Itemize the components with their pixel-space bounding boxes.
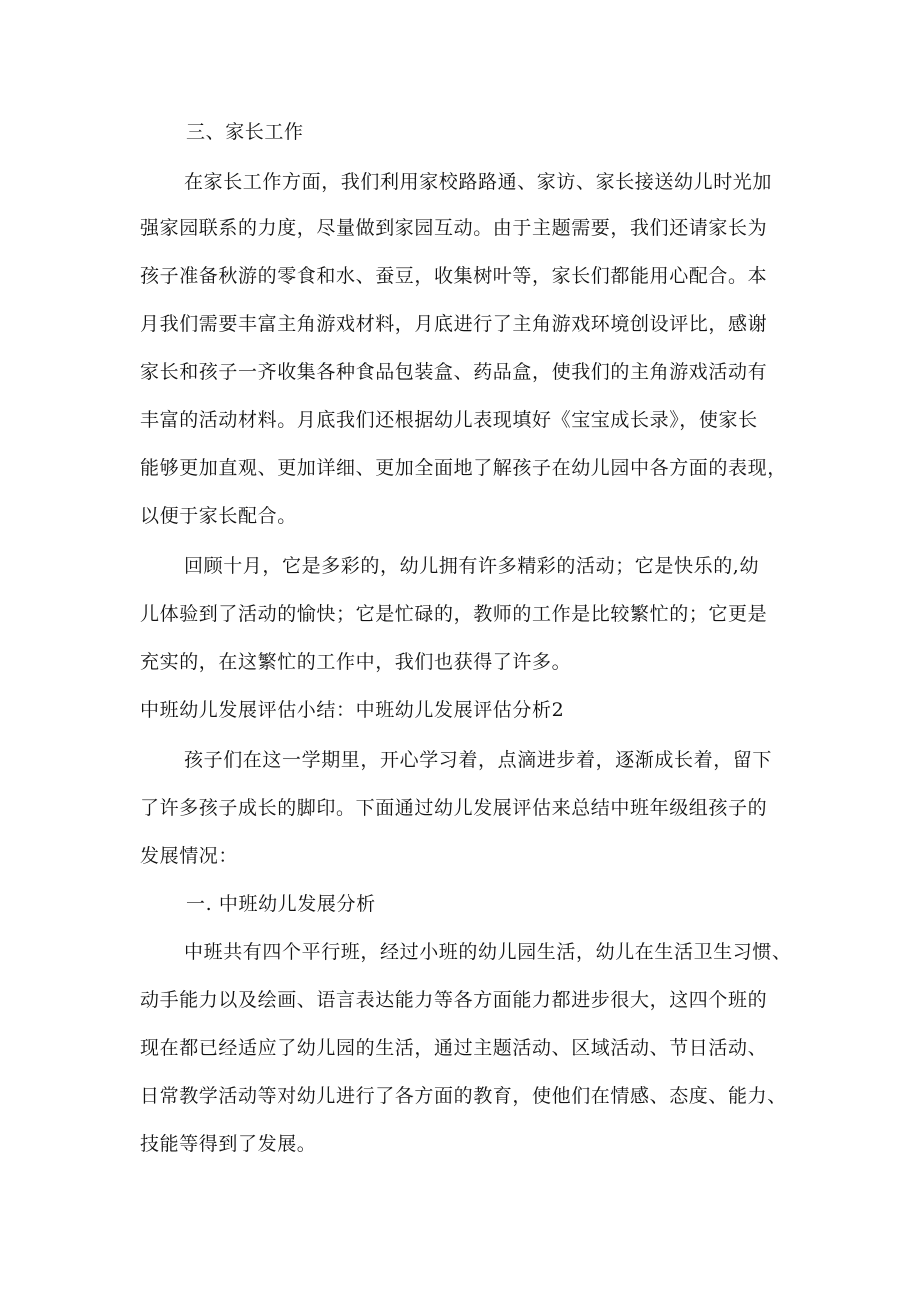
- paragraph-line: 日常教学活动等对幼儿进行了各方面的教育，使他们在情感、态度、能力、: [140, 1085, 787, 1107]
- paragraph-line: 孩子们在这一学期里，开心学习着，点滴进步着，逐渐成长着，留下: [184, 749, 773, 771]
- paragraph-line: 了许多孩子成长的脚印。下面通过幼儿发展评估来总结中班年级组孩子的: [140, 797, 768, 819]
- paragraph-line: 技能等得到了发展。: [140, 1133, 317, 1155]
- article-title: 中班幼儿发展评估小结：中班幼儿发展评估分析2: [140, 699, 565, 721]
- paragraph-line: 发展情况：: [140, 845, 239, 867]
- sub-heading: 一. 中班幼儿发展分析: [186, 893, 376, 915]
- paragraph-line: 回顾十月，它是多彩的，幼儿拥有许多精彩的活动；它是快乐的,幼: [184, 555, 760, 577]
- paragraph-line: 儿体验到了活动的愉快；它是忙碌的，教师的工作是比较繁忙的；它更是: [140, 603, 768, 625]
- paragraph-line: 现在都已经适应了幼儿园的生活，通过主题活动、区域活动、节日活动、: [140, 1037, 768, 1059]
- paragraph-line: 月我们需要丰富主角游戏材料，月底进行了主角游戏环境创设评比，感谢: [140, 313, 768, 335]
- paragraph-line: 充实的，在这繁忙的工作中，我们也获得了许多。: [140, 651, 572, 673]
- paragraph-line: 家长和孩子一齐收集各种食品包装盒、药品盒，使我们的主角游戏活动有: [140, 361, 768, 383]
- paragraph-line: 以便于家长配合。: [140, 505, 297, 527]
- paragraph-line: 动手能力以及绘画、语言表达能力等各方面能力都进步很大，这四个班的: [140, 989, 768, 1011]
- section-heading-parent-work: 三、家长工作: [186, 121, 304, 143]
- paragraph-line: 在家长工作方面，我们利用家校路路通、家访、家长接送幼儿时光加: [184, 171, 773, 193]
- paragraph-line: 强家园联系的力度，尽量做到家园互动。由于主题需要，我们还请家长为: [140, 217, 768, 239]
- paragraph-line: 丰富的活动材料。月底我们还根据幼儿表现填好《宝宝成长录》，使家长: [140, 409, 758, 431]
- paragraph-line: 能够更加直观、更加详细、更加全面地了解孩子在幼儿园中各方面的表现，: [140, 457, 787, 479]
- paragraph-line: 中班共有四个平行班，经过小班的幼儿园生活，幼儿在生活卫生习惯、: [184, 941, 792, 963]
- paragraph-line: 孩子准备秋游的零食和水、蚕豆，收集树叶等，家长们都能用心配合。本: [140, 265, 768, 287]
